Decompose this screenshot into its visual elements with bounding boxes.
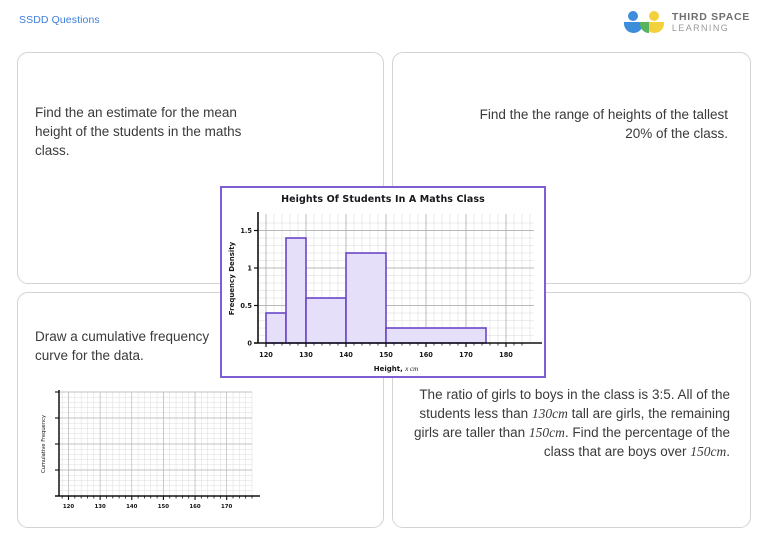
logo-subtitle: LEARNING xyxy=(671,22,730,33)
two-people-logo-icon xyxy=(624,11,665,34)
cf-x-tick-label: 140 xyxy=(126,504,138,510)
cf-x-tick-label: 120 xyxy=(62,504,75,510)
br-line4-math: 150cm xyxy=(528,425,565,441)
y-tick-label: 1 xyxy=(247,264,252,273)
x-tick-label: 130 xyxy=(299,351,313,359)
histogram-bar xyxy=(306,298,346,343)
x-tick-label: 150 xyxy=(379,351,393,359)
page-header xyxy=(0,0,768,44)
logo-head-blue xyxy=(628,11,638,21)
question-text-top-right: Find the the range of heights of the tallest 20% of the class. xyxy=(479,107,728,142)
br-line4b: . Find the percentage of the class that xyxy=(543,425,730,460)
x-tick-label: 170 xyxy=(459,351,473,359)
x-tick-label: 160 xyxy=(419,351,433,359)
br-line2-math: 130cm xyxy=(531,406,568,422)
x-axis-label: Height, x cm xyxy=(373,365,419,373)
cumulative-frequency-svg xyxy=(37,388,272,523)
histogram-chart-card xyxy=(220,186,546,378)
x-tick-label: 180 xyxy=(499,351,513,359)
br-line3: are girls, the remaining girls are taller than xyxy=(414,406,730,441)
histogram-svg xyxy=(222,188,544,376)
logo-title: THIRD SPACE xyxy=(671,10,750,23)
cumulative-frequency-grid xyxy=(37,388,272,523)
question-text-bottom-left: Draw a cumulative frequency curve for the data. xyxy=(35,329,210,364)
cf-x-tick-label: 170 xyxy=(221,504,233,510)
br-line2b: tall xyxy=(567,406,589,422)
x-tick-label: 140 xyxy=(339,351,353,359)
cf-y-axis-label: Cumulative Frequency xyxy=(41,414,47,474)
histogram-bar xyxy=(266,313,286,343)
cf-x-tick-label: 160 xyxy=(189,504,201,510)
histogram-bar xyxy=(346,253,386,343)
cf-x-tick-label: 150 xyxy=(157,504,170,510)
y-tick-label: 1.5 xyxy=(240,226,252,235)
third-space-learning-logo xyxy=(624,11,750,34)
question-text-bottom-right xyxy=(410,385,730,462)
br-line1: The ratio of girls to boys in the class is xyxy=(419,387,649,402)
br-line5a: are boys over xyxy=(604,444,691,460)
histogram-bar xyxy=(386,328,486,343)
y-tick-label: 0.5 xyxy=(240,301,252,310)
br-line5b: . xyxy=(726,444,730,460)
y-tick-label: 0 xyxy=(247,339,252,348)
logo-wordmark xyxy=(672,12,750,33)
logo-head-yellow xyxy=(649,11,659,21)
y-axis-label: Frequency Density xyxy=(228,241,236,316)
br-line5-math: 150cm xyxy=(690,444,727,460)
ssdd-questions-link[interactable]: SSDD Questions xyxy=(19,14,100,26)
question-text-top-left: Find the an estimate for the mean height of the students in the maths class. xyxy=(35,105,242,159)
br-line2a: 3:5. All of the students less than xyxy=(419,387,730,422)
histogram-title: Heights Of Students In A Maths Class xyxy=(281,194,485,205)
x-tick-label: 120 xyxy=(259,351,273,359)
cf-x-tick-label: 130 xyxy=(94,504,106,510)
histogram-bar xyxy=(286,238,306,343)
